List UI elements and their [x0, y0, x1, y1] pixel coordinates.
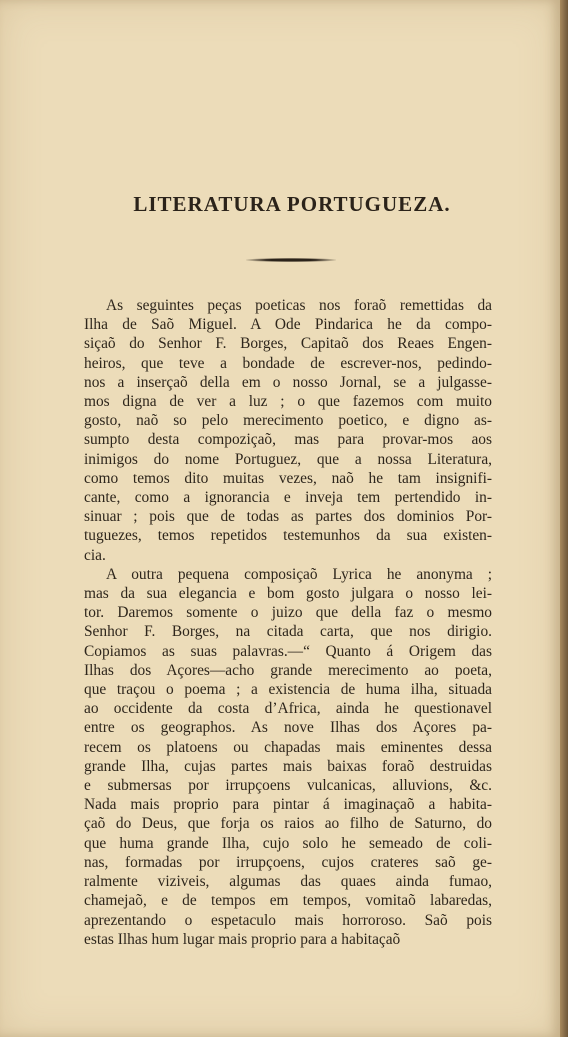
page-title: LITERATURA PORTUGUEZA.: [133, 192, 451, 216]
article-body: [84, 296, 492, 949]
text-line: gosto, naõ so pelo merecimento poetico, e digno as-: [84, 412, 492, 430]
text-line: chamejaõ, e de tempos em tempos, vomitaõ labaredas,: [84, 892, 492, 910]
text-line: estas Ilhas hum lugar mais proprio para a habitaçaõ: [84, 930, 401, 948]
text-line: Senhor F. Borges, na citada carta, que nos dirigio.: [84, 623, 492, 641]
text-line: heiros, que teve a bondade de escrever-nos, pedindo-: [84, 354, 492, 372]
text-line: que huma grande Ilha, cujo solo he semeado de coli-: [84, 834, 492, 852]
paragraph: [84, 565, 492, 949]
text-line: çaõ do Deus, que forja os raios ao filho de Saturno, do: [84, 815, 492, 833]
text-line: sinuar ; pois que de todas as partes dos dominios Por-: [84, 508, 492, 526]
text-line: que traçou o poema ; a existencia de huma ilha, situada: [84, 681, 492, 699]
text-line: tor. Daremos somente o juizo que della faz o mesmo: [84, 604, 492, 622]
text-line: aprezentando o espetaculo mais horroroso. Saõ pois: [84, 911, 492, 929]
text-line: A outra pequena composiçaõ Lyrica he anonyma ;: [106, 565, 492, 583]
paragraph: [84, 296, 492, 565]
text-line: Copiamos as suas palavras.—“ Quanto á Origem das: [84, 642, 492, 660]
text-line: nos a inserçaõ della em o nosso Jornal, se a julgasse-: [84, 373, 492, 391]
text-line: como temos dito muitas vezes, naõ he tam insignifi-: [84, 469, 492, 487]
text-line: grande Ilha, cujas partes mais baixas foraõ destruidas: [84, 757, 492, 775]
text-line: mas da sua elegancia e bom gosto julgara o nosso lei-: [84, 585, 492, 603]
text-line: Ilha de Saõ Miguel. A Ode Pindarica he da compo-: [84, 316, 492, 334]
text-line: Ilhas dos Açores—acho grande merecimento ao poeta,: [84, 661, 492, 679]
text-line: inimigos do nome Portuguez, que a nossa Literatura,: [84, 450, 492, 468]
text-line: entre os geographos. As nove Ilhas dos Açores pa-: [84, 719, 492, 737]
text-line: sumpto desta compoziçaõ, mas para provar-mos aos: [84, 431, 492, 449]
page-edge: [560, 0, 568, 1037]
text-line: siçaõ do Senhor F. Borges, Capitaõ dos Reaes Engen-: [84, 335, 492, 353]
text-line: tuguezes, temos repetidos testemunhos da sua existen-: [84, 527, 492, 545]
text-line: cante, como a ignorancia e inveja tem pertendido in-: [84, 489, 492, 507]
ornamental-rule: [246, 258, 336, 262]
text-line: ao occidente da costa d’Africa, ainda he questionavel: [84, 700, 492, 718]
text-line: e submersas por irrupçoens vulcanicas, alluvions, &c.: [84, 777, 492, 795]
text-line: ralmente viziveis, algumas das quaes ainda fumao,: [84, 873, 492, 891]
text-line: As seguintes peças poeticas nos foraõ remettidas da: [106, 297, 492, 314]
text-line: nas, formadas por irrupçoens, cujos crateres saõ ge-: [84, 853, 492, 871]
text-line: recem os platoens ou chapadas mais eminentes dessa: [84, 738, 492, 756]
text-line: cia.: [84, 546, 106, 564]
text-line: mos digna de ver a luz ; o que fazemos com muito: [84, 393, 492, 411]
text-line: Nada mais proprio para pintar á imaginaçaõ a habita-: [84, 796, 492, 814]
